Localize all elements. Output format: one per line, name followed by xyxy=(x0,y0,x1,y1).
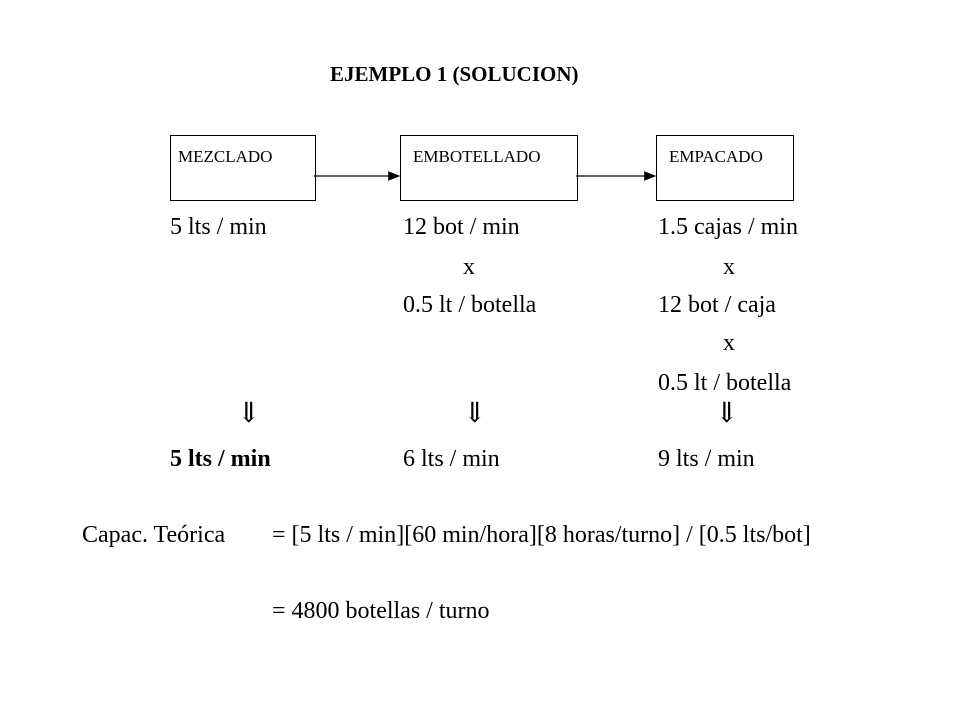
capacity-label: Capac. Teórica xyxy=(82,522,226,548)
capacity-result: = 4800 botellas / turno xyxy=(272,598,490,624)
empacado-rate: 1.5 cajas / min xyxy=(658,214,798,240)
down-arrow-3: ⇓ xyxy=(715,398,739,429)
stage-label-embotellado: EMBOTELLADO xyxy=(413,147,541,166)
down-arrow-1: ⇓ xyxy=(237,398,261,429)
empacado-factor-2: 0.5 lt / botella xyxy=(658,370,792,396)
embotellado-result: 6 lts / min xyxy=(403,446,500,472)
mezclado-result: 5 lts / min xyxy=(170,446,271,472)
empacado-times-2: x xyxy=(723,330,735,356)
capacity-formula: = [5 lts / min][60 min/hora][8 horas/turno] / [0.5 lts/bot] xyxy=(272,522,811,548)
page-title: EJEMPLO 1 (SOLUCION) xyxy=(330,62,579,86)
stage-label-mezclado: MEZCLADO xyxy=(178,147,273,166)
embotellado-times-1: x xyxy=(463,254,475,280)
down-arrow-2: ⇓ xyxy=(463,398,487,429)
stage-label-empacado: EMPACADO xyxy=(669,147,763,166)
empacado-times-1: x xyxy=(723,254,735,280)
mezclado-rate: 5 lts / min xyxy=(170,214,267,240)
embotellado-rate: 12 bot / min xyxy=(403,214,520,240)
empacado-result: 9 lts / min xyxy=(658,446,755,472)
empacado-factor-1: 12 bot / caja xyxy=(658,292,776,318)
embotellado-factor-1: 0.5 lt / botella xyxy=(403,292,537,318)
